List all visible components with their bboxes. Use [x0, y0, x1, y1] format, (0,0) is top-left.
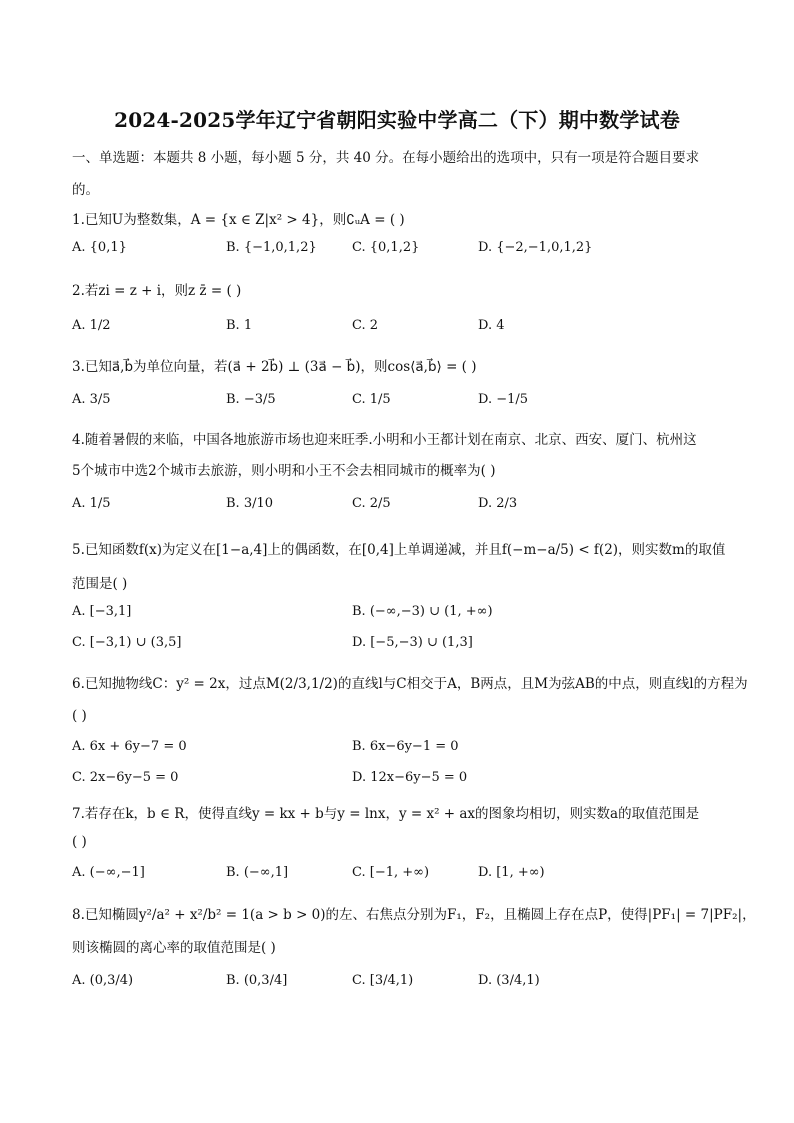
q4-option-c: C. 2/5: [352, 496, 391, 511]
question-6-text-cont: ( ): [72, 708, 87, 724]
q5-option-d: D. [−5,−3) ∪ (1,3]: [352, 635, 473, 650]
q3-option-a: A. 3/5: [72, 392, 111, 407]
question-7-text: 7.若存在k，b ∈ R，使得直线y = kx + b与y = lnx，y = x² + ax的图象均相切，则实数a的取值范围是: [72, 806, 700, 822]
q7-option-b: B. (−∞,1]: [226, 865, 289, 880]
q8-option-b: B. (0,3/4]: [226, 973, 288, 988]
section-heading: 一、单选题：本题共 8 小题，每小题 5 分，共 40 分。在每小题给出的选项中，只有一项是符合题目要求: [72, 150, 700, 166]
q3-option-b: B. −3/5: [226, 392, 276, 407]
q4-option-d: D. 2/3: [478, 496, 518, 511]
q5-option-b: B. (−∞,−3) ∪ (1, +∞): [352, 604, 493, 619]
q7-option-c: C. [−1, +∞): [352, 865, 430, 880]
q5-option-a: A. [−3,1]: [72, 604, 132, 619]
question-4-text: 4.随着暑假的来临，中国各地旅游市场也迎来旺季.小明和小王都计划在南京、北京、西安、厦门、杭州这: [72, 432, 697, 448]
q5-option-c: C. [−3,1) ∪ (3,5]: [72, 635, 182, 650]
q2-option-b: B. 1: [226, 318, 253, 333]
question-1-text: 1.已知U为整数集，A = {x ∈ Z|x² > 4}，则∁ᵤA = ( ): [72, 212, 405, 228]
question-7-text-cont: ( ): [72, 834, 87, 850]
question-6-text: 6.已知抛物线C：y² = 2x，过点M(2/3,1/2)的直线l与C相交于A，B两点，且M为弦AB的中点，则直线l的方程为: [72, 676, 748, 692]
q1-option-d: D. {−2,−1,0,1,2}: [478, 240, 593, 255]
q4-option-a: A. 1/5: [72, 496, 111, 511]
question-2-text: 2.若zi = z + i，则z z̄ = ( ): [72, 283, 242, 299]
q3-option-d: D. −1/5: [478, 392, 529, 407]
q7-option-d: D. [1, +∞): [478, 865, 545, 880]
q3-option-c: C. 1/5: [352, 392, 391, 407]
q6-option-b: B. 6x−6y−1 = 0: [352, 739, 459, 754]
q2-option-c: C. 2: [352, 318, 379, 333]
q2-option-d: D. 4: [478, 318, 505, 333]
q1-option-a: A. {0,1}: [72, 240, 127, 255]
q8-option-d: D. (3/4,1): [478, 973, 540, 988]
question-8-text: 8.已知椭圆y²/a² + x²/b² = 1(a > b > 0)的左、右焦点分别为F₁，F₂，且椭圆上存在点P，使得|PF₁| = 7|PF₂|，: [72, 907, 756, 923]
q7-option-a: A. (−∞,−1]: [72, 865, 145, 880]
q6-option-a: A. 6x + 6y−7 = 0: [72, 739, 187, 754]
q1-option-c: C. {0,1,2}: [352, 240, 420, 255]
question-5-text-cont: 范围是( ): [72, 576, 128, 592]
q2-option-a: A. 1/2: [72, 318, 111, 333]
exam-title: 2024-2025学年辽宁省朝阳实验中学高二（下）期中数学试卷: [114, 108, 680, 132]
q6-option-c: C. 2x−6y−5 = 0: [72, 770, 179, 785]
q1-option-b: B. {−1,0,1,2}: [226, 240, 317, 255]
question-8-text-cont: 则该椭圆的离心率的取值范围是( ): [72, 940, 276, 956]
q8-option-a: A. (0,3/4): [72, 973, 134, 988]
q8-option-c: C. [3/4,1): [352, 973, 414, 988]
question-3-text: 3.已知a⃗,b⃗为单位向量，若(a⃗ + 2b⃗) ⊥ (3a⃗ − b⃗)，则cos⟨a⃗,b⃗⟩ = ( ): [72, 359, 477, 375]
question-4-text-cont: 5个城市中选2个城市去旅游，则小明和小王不会去相同城市的概率为( ): [72, 463, 496, 479]
q6-option-d: D. 12x−6y−5 = 0: [352, 770, 468, 785]
question-5-text: 5.已知函数f(x)为定义在[1−a,4]上的偶函数，在[0,4]上单调递减，并且f(−m−a/5) < f(2)，则实数m的取值: [72, 542, 726, 558]
section-heading-cont: 的。: [72, 182, 99, 198]
q4-option-b: B. 3/10: [226, 496, 274, 511]
